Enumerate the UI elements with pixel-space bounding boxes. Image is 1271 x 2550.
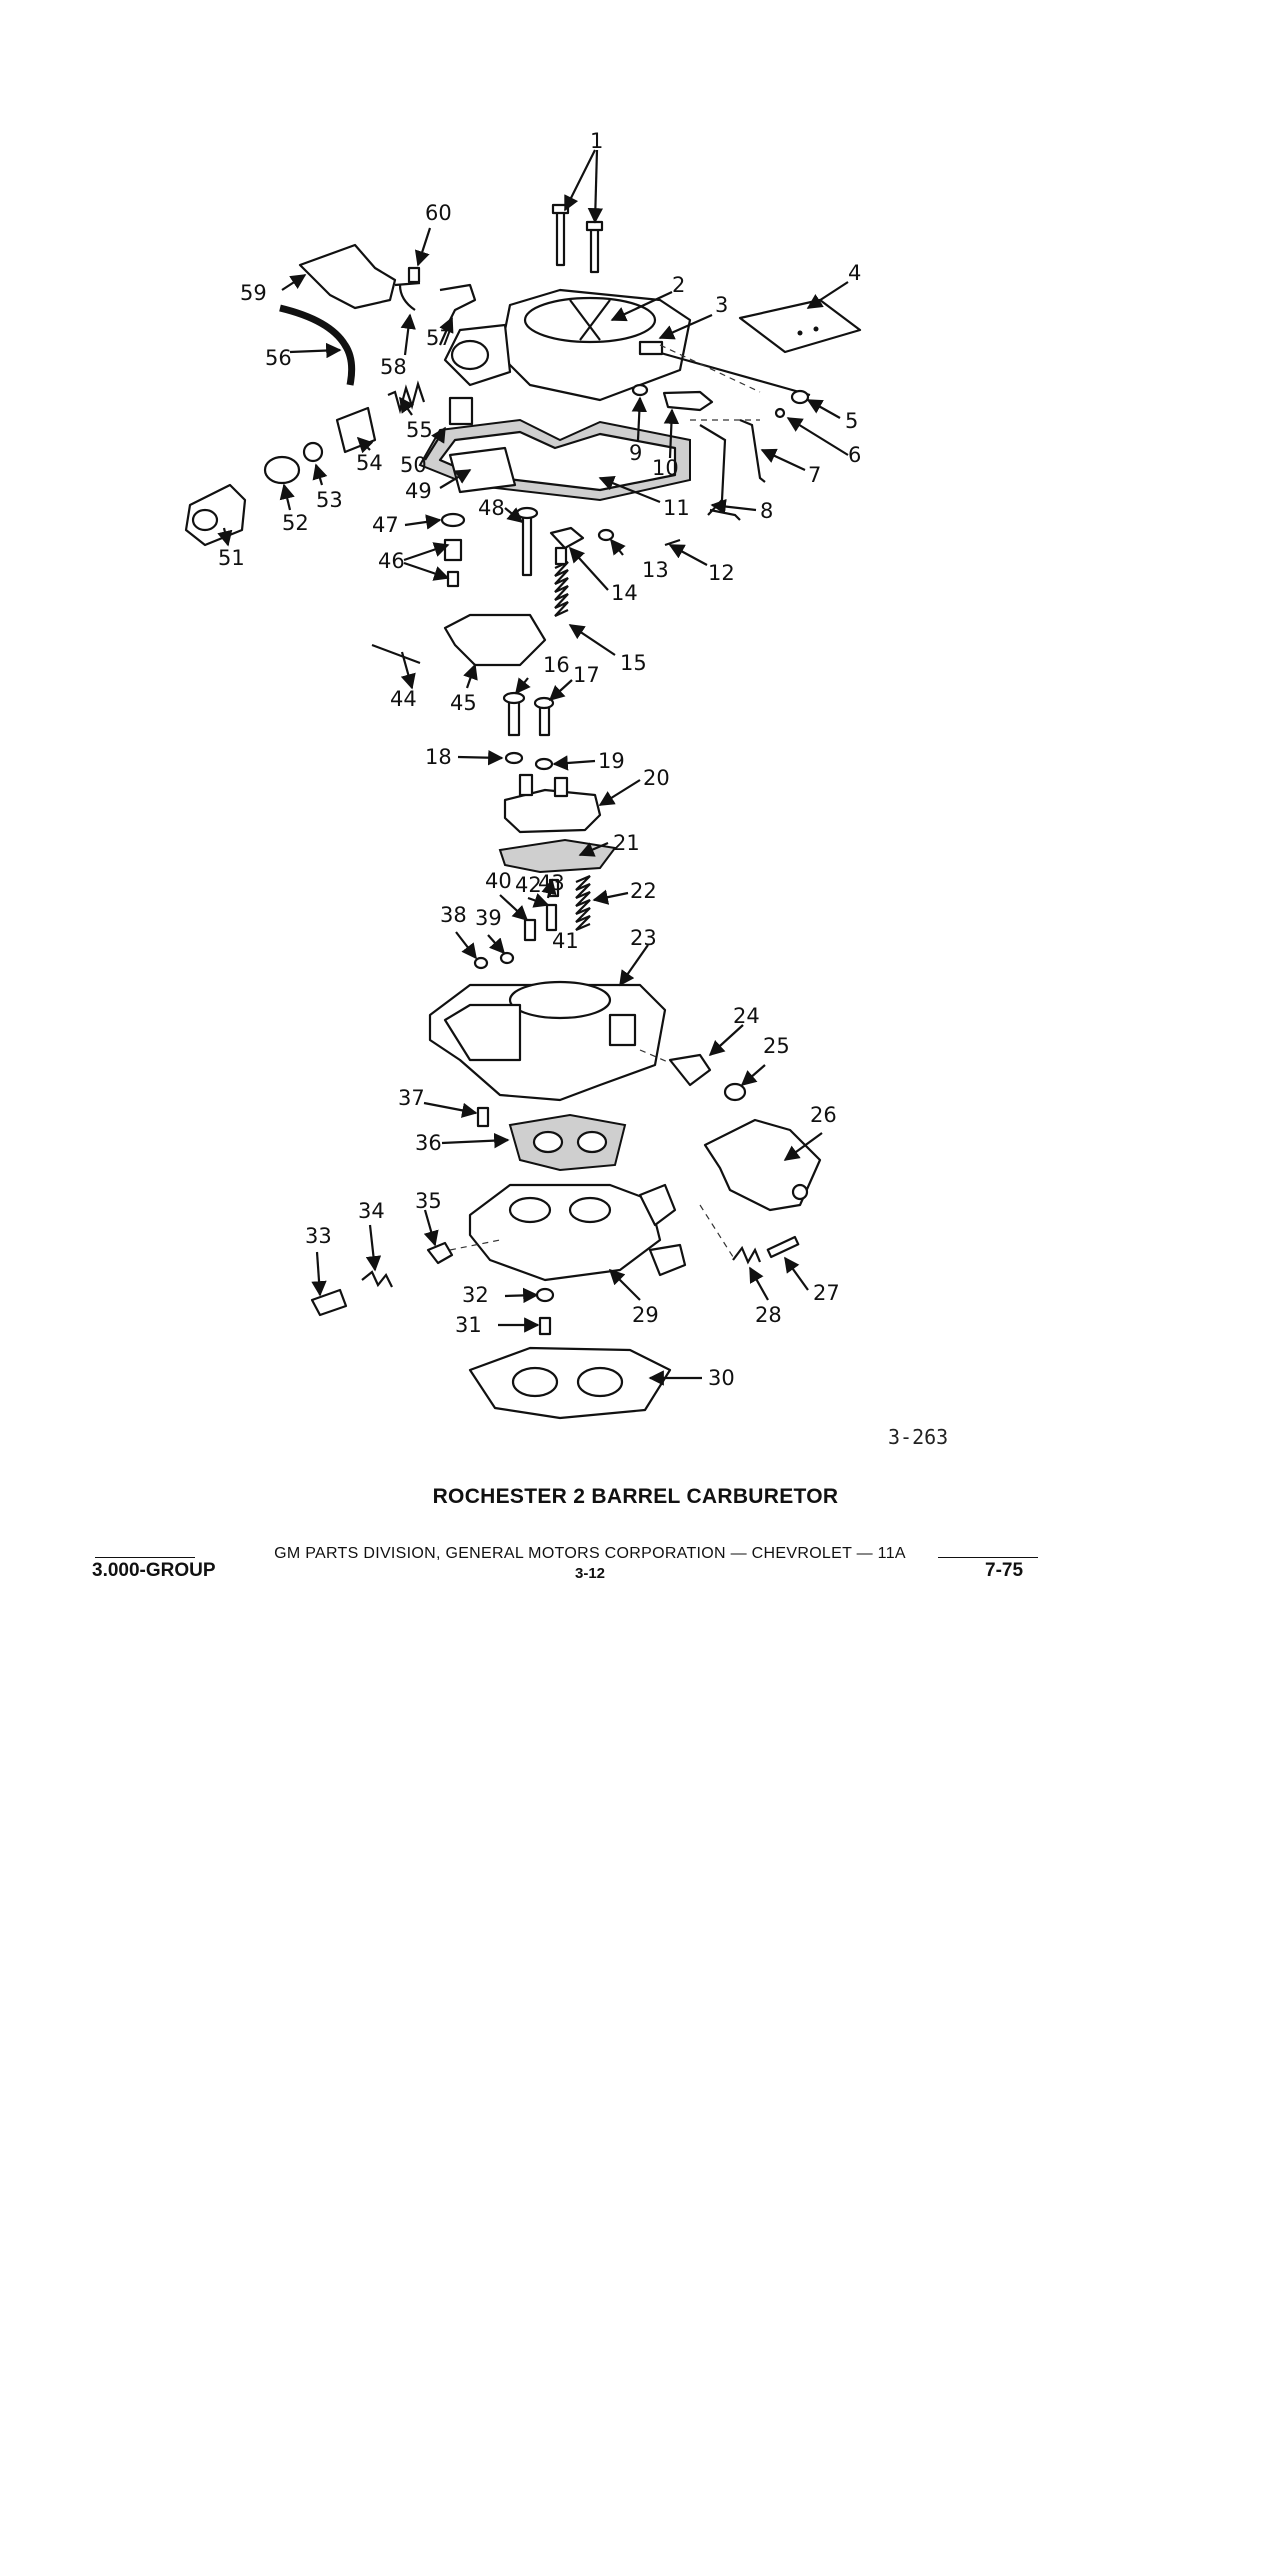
callout-50: 50	[400, 453, 427, 477]
callout-11: 11	[663, 496, 690, 520]
callout-5: 5	[845, 409, 859, 433]
callout-45: 45	[450, 691, 477, 715]
callout-32: 32	[462, 1283, 489, 1307]
callout-19: 19	[598, 749, 625, 773]
callout-43: 43	[538, 871, 565, 895]
callout-13: 13	[642, 558, 669, 582]
callout-2: 2	[672, 273, 686, 297]
footer-group-label: 3.000-GROUP	[92, 1560, 216, 1581]
callout-38: 38	[440, 903, 467, 927]
callout-1: 1	[590, 129, 604, 153]
callout-46: 46	[378, 549, 405, 573]
callout-55: 55	[406, 418, 433, 442]
figure-reference: 3-263	[888, 1425, 949, 1449]
callout-9: 9	[629, 441, 643, 465]
float-bowl-and-throttle-body	[312, 982, 820, 1418]
callout-59: 59	[240, 281, 267, 305]
callout-16: 16	[543, 653, 570, 677]
callout-20: 20	[643, 766, 670, 790]
callout-27: 27	[813, 1281, 840, 1305]
callout-35: 35	[415, 1189, 442, 1213]
callout-49: 49	[405, 479, 432, 503]
callout-30: 30	[708, 1366, 735, 1390]
callout-57: 57	[426, 326, 453, 350]
callout-14: 14	[611, 581, 638, 605]
footer-rule-right	[938, 1557, 1038, 1558]
callout-47: 47	[372, 513, 399, 537]
callout-10: 10	[652, 456, 679, 480]
callout-12: 12	[708, 561, 735, 585]
callout-24: 24	[733, 1004, 760, 1028]
callout-29: 29	[632, 1303, 659, 1327]
callout-17: 17	[573, 663, 600, 687]
callout-60: 60	[425, 201, 452, 225]
callout-18: 18	[425, 745, 452, 769]
callout-56: 56	[265, 346, 292, 370]
callout-33: 33	[305, 1224, 332, 1248]
callout-54: 54	[356, 451, 383, 475]
callout-8: 8	[760, 499, 774, 523]
callout-26: 26	[810, 1103, 837, 1127]
callout-48: 48	[478, 496, 505, 520]
callout-4: 4	[848, 261, 862, 285]
callout-15: 15	[620, 651, 647, 675]
callout-58: 58	[380, 355, 407, 379]
callout-41: 41	[552, 929, 579, 953]
callout-40: 40	[485, 869, 512, 893]
callout-39: 39	[475, 906, 502, 930]
callout-25: 25	[763, 1034, 790, 1058]
callout-52: 52	[282, 511, 309, 535]
callout-31: 31	[455, 1313, 482, 1337]
callout-44: 44	[390, 687, 417, 711]
callout-53: 53	[316, 488, 343, 512]
callout-42: 42	[515, 873, 542, 897]
callout-51: 51	[218, 546, 245, 570]
footer-publisher-line: GM PARTS DIVISION, GENERAL MOTORS CORPORATION — CHEVROLET — 11A	[274, 1545, 906, 1562]
footer-page-number: 3-12	[574, 1565, 606, 1582]
callout-7: 7	[808, 463, 822, 487]
callout-21: 21	[613, 831, 640, 855]
callout-28: 28	[755, 1303, 782, 1327]
callout-23: 23	[630, 926, 657, 950]
callout-6: 6	[848, 443, 862, 467]
page-title: ROCHESTER 2 BARREL CARBURETOR	[432, 1485, 839, 1508]
callout-37: 37	[398, 1086, 425, 1110]
callout-3: 3	[715, 293, 729, 317]
footer-date: 7-75	[985, 1560, 1024, 1581]
callout-34: 34	[358, 1199, 385, 1223]
footer-rule-left	[95, 1557, 195, 1558]
callout-22: 22	[630, 879, 657, 903]
callout-36: 36	[415, 1131, 442, 1155]
